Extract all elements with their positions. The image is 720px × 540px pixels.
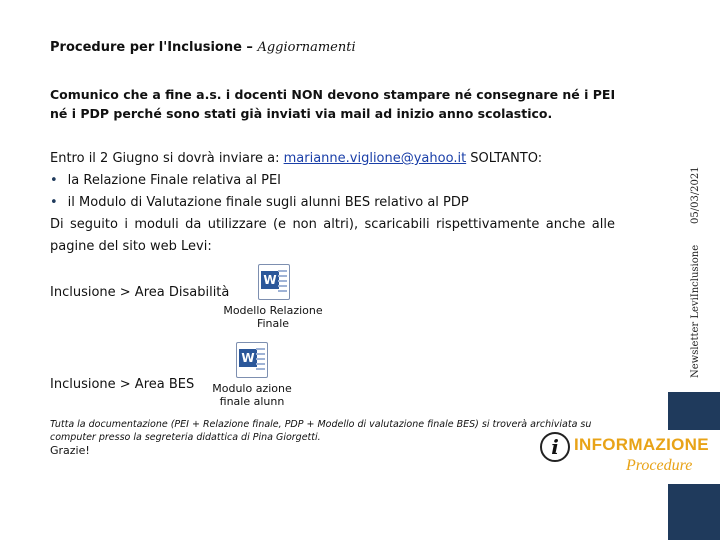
email-link[interactable]: marianne.viglione@yahoo.it [283, 151, 467, 166]
footnote: Tutta la documentazione (PEI + Relazione finale, PDP + Modello di valutazione finale BES) si troverà archiviata su computer presso la segreteria didattica di Pina Giorgetti. [50, 419, 592, 443]
bullet-icon: • [50, 173, 58, 188]
bullet-item: • la Relazione Finale relativa al PEI [50, 173, 281, 188]
date-label: 05/03/2021 [690, 166, 701, 224]
page-subtitle: Aggiornamenti [257, 40, 356, 55]
bullet-icon: • [50, 195, 58, 210]
intro-line: Entro il 2 Giugno si dovrà inviare a: marianne.viglione@yahoo.it SOLTANTO: [50, 151, 543, 166]
info-icon: i [540, 432, 570, 462]
closing-text: Grazie! [50, 444, 90, 457]
word-doc-icon[interactable]: W [258, 264, 290, 300]
download-path-bes: Inclusione > Area BES [50, 377, 195, 392]
instructions [50, 148, 615, 258]
download-caption-modulo[interactable]: Modulo azione finale alunn [212, 382, 292, 408]
followup-text: Di seguito i moduli da utilizzare (e non altri), scaricabili rispettivamente anche alle pagine del sito web Levi: [50, 217, 615, 254]
notice-text: Comunico che a fine a.s. i docenti NON devono stampare né consegnare né i PEI né i PDP perché sono stati già inviati via mail ad inizio anno scolastico. [50, 87, 616, 121]
info-badge-title: INFORMAZIONE [574, 435, 709, 454]
download-caption-relazione[interactable]: Modello Relazione Finale [223, 304, 323, 330]
page-title: Procedure per l'Inclusione – Aggiornamenti [50, 40, 356, 55]
newsletter-label: Newsletter LeviInclusione [690, 244, 701, 378]
bullet-item: • il Modulo di Valutazione finale sugli alunni BES relativo al PDP [50, 195, 469, 210]
download-path-disabilita: Inclusione > Area Disabilità [50, 285, 230, 300]
info-badge-subtitle: Procedure [626, 457, 693, 474]
word-doc-icon[interactable]: W [236, 342, 268, 378]
